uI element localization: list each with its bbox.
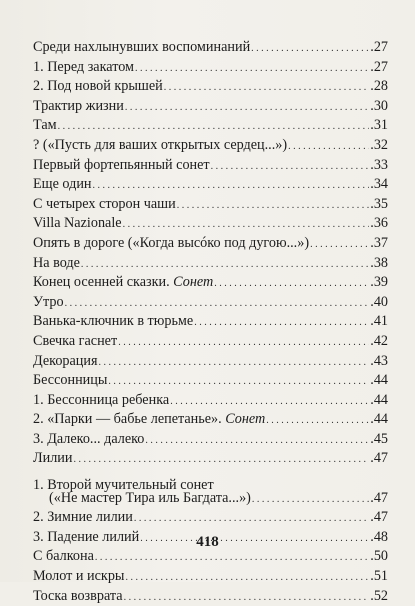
toc-entry	[33, 214, 388, 234]
toc-entry	[33, 371, 388, 391]
dot-leader	[266, 410, 369, 430]
toc-entry-page: .37	[370, 234, 388, 251]
toc-entry-title: 3. Падение лилий	[33, 528, 140, 545]
toc-entry-title: 1. Бессонница ребенка	[33, 391, 170, 408]
dot-leader	[170, 391, 369, 411]
dot-leader	[288, 136, 369, 156]
toc-entry	[33, 175, 388, 195]
toc-entry	[33, 38, 388, 58]
toc-entry-page: .45	[370, 430, 388, 447]
table-of-contents	[33, 38, 388, 606]
toc-entry-title: 1. Второй мучительный сонет	[33, 476, 214, 493]
toc-entry-title: Свечка гаснет	[33, 332, 118, 349]
toc-entry	[33, 410, 388, 430]
toc-entry-title: 3. Далеко... далеко	[33, 430, 145, 447]
toc-entry	[33, 136, 388, 156]
dot-leader	[99, 352, 369, 372]
toc-entry-title: 2. Зимние лилии	[33, 509, 133, 526]
toc-entry	[33, 58, 388, 78]
toc-entry-title: На воде	[33, 254, 80, 271]
dot-leader	[145, 430, 369, 450]
toc-entry-page: .43	[370, 352, 388, 369]
dot-leader	[118, 332, 369, 352]
dot-leader	[93, 175, 369, 195]
toc-entry-title: ? («Пусть для ваших открытых сердец...»)	[33, 136, 288, 153]
toc-entry-title: Декорация	[33, 352, 98, 369]
toc-entry-page: .47	[370, 489, 388, 506]
toc-entry	[33, 195, 388, 215]
dot-leader	[134, 508, 369, 528]
page-number: 418	[196, 534, 219, 550]
toc-entry-page: .35	[370, 195, 388, 212]
dot-leader	[58, 116, 369, 136]
toc-entry-page: .27	[370, 58, 388, 75]
toc-entry-page: .28	[370, 78, 388, 95]
toc-entry-page: .31	[370, 117, 388, 134]
toc-entry	[33, 293, 388, 313]
toc-entry-page: .44	[370, 391, 388, 408]
toc-entry	[33, 489, 388, 509]
dot-leader	[252, 489, 369, 509]
toc-entry-title: Еще один	[33, 176, 92, 193]
toc-entry	[33, 254, 388, 274]
toc-entry	[33, 273, 388, 293]
toc-entry-title: Утро	[33, 293, 64, 310]
toc-entry-page: .41	[370, 313, 388, 330]
toc-entry	[33, 391, 388, 411]
toc-entry-title: Тоска возврата	[33, 587, 123, 604]
dot-leader	[310, 234, 369, 254]
toc-entry-page: .42	[370, 332, 388, 349]
dot-leader	[108, 371, 369, 391]
dot-leader	[65, 293, 369, 313]
toc-entry-title: 2. «Парки — бабье лепетанье». Сонет	[33, 411, 266, 428]
toc-entry-page: .38	[370, 254, 388, 271]
toc-entry-page: .40	[370, 293, 388, 310]
toc-entry	[33, 312, 388, 332]
toc-entry	[33, 567, 388, 587]
toc-entry-page: .32	[370, 136, 388, 153]
toc-entry	[33, 116, 388, 136]
toc-entry	[33, 332, 388, 352]
toc-entry	[33, 508, 388, 528]
toc-entry-page: .51	[370, 568, 388, 585]
toc-entry-page: .36	[370, 215, 388, 232]
toc-entry-title: Villa Nazionale	[33, 215, 122, 232]
toc-entry-page: .44	[370, 411, 388, 428]
toc-entry-page: .30	[370, 97, 388, 114]
toc-entry-page: .34	[370, 176, 388, 193]
toc-entry-title: Первый фортепьянный сонет	[33, 156, 210, 173]
dot-leader	[215, 469, 369, 489]
toc-entry-page: .39	[370, 274, 388, 291]
toc-entry-title: 1. Перед закатом	[33, 58, 135, 75]
toc-entry-title: Бессонницы	[33, 372, 108, 389]
dot-leader	[125, 567, 369, 587]
toc-entry-title-italic: Сонет	[225, 411, 266, 428]
toc-entry	[33, 352, 388, 372]
dot-leader	[124, 587, 369, 606]
toc-entry-page: .50	[370, 548, 388, 565]
toc-entry-page: .48	[370, 528, 388, 545]
toc-entry-title-italic: Сонет	[173, 274, 214, 291]
dot-leader	[214, 273, 369, 293]
toc-entry	[33, 469, 388, 493]
toc-entry-title: Конец осенней сказки. Сонет	[33, 274, 214, 291]
dot-leader	[81, 254, 369, 274]
toc-entry	[33, 449, 388, 469]
toc-entry-page: .27	[370, 39, 388, 55]
toc-entry-title: Лилии	[33, 450, 73, 467]
dot-leader	[125, 97, 369, 117]
toc-entry-title: Опять в дороге («Когда высóко под дугою...»)	[33, 234, 310, 251]
toc-entry	[33, 156, 388, 176]
dot-leader	[164, 77, 369, 97]
toc-entry	[33, 97, 388, 117]
toc-entry-page: .47	[370, 509, 388, 526]
toc-entry-title: Там	[33, 117, 57, 134]
dot-leader	[73, 449, 369, 469]
dot-leader	[177, 195, 369, 215]
dot-leader	[251, 38, 369, 58]
toc-entry-title: Трактир жизни	[33, 97, 124, 114]
toc-entry-title: С четырех сторон чаши	[33, 195, 176, 212]
toc-entry	[33, 430, 388, 450]
dot-leader	[211, 156, 369, 176]
toc-entry-title: Среди нахлынувших воспоминаний	[33, 39, 251, 55]
toc-entry-page: .47	[370, 450, 388, 467]
dot-leader	[123, 214, 369, 234]
toc-entry	[33, 77, 388, 97]
toc-entry-title: 2. Под новой крышей	[33, 78, 163, 95]
toc-entry	[33, 234, 388, 254]
toc-entry-title: С балкона	[33, 548, 94, 565]
toc-entry-page: .33	[370, 156, 388, 173]
toc-entry-title: Молот и искры	[33, 568, 125, 585]
dot-leader	[135, 58, 369, 78]
toc-entry-title: («Не мастер Тира иль Багдата...»)	[49, 489, 251, 506]
toc-entry-title: Ванька-ключник в тюрьме	[33, 313, 194, 330]
toc-entry	[33, 587, 388, 606]
toc-entry-page: .52	[370, 587, 388, 604]
dot-leader	[194, 312, 369, 332]
toc-entry-page: .44	[370, 372, 388, 389]
